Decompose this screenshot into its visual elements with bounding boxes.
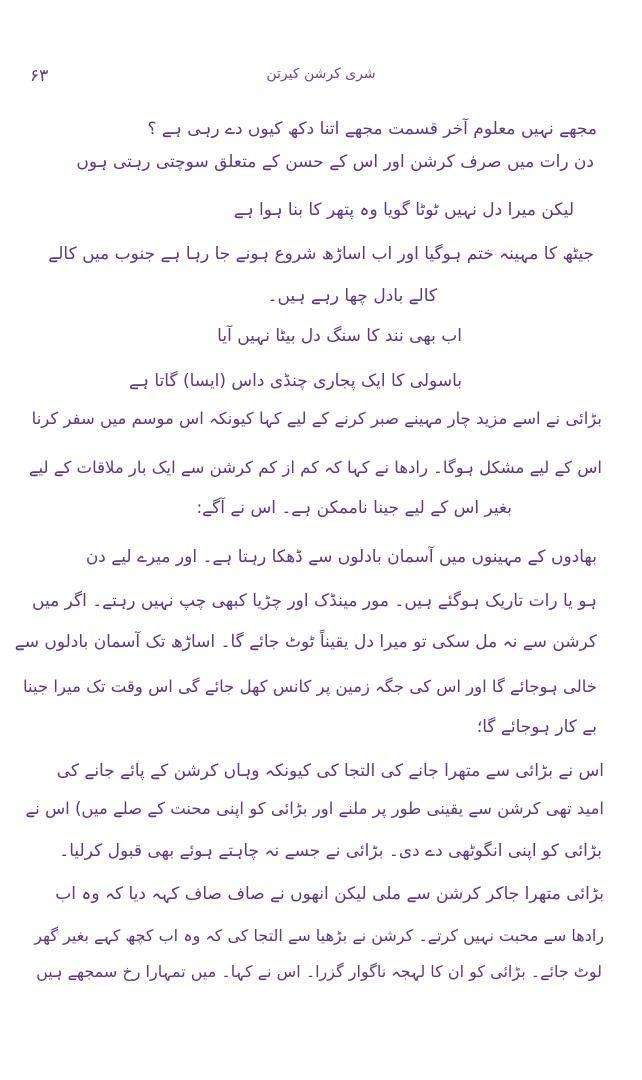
running-head: شری کرشن کیرتن <box>266 66 376 82</box>
text-line: اب بھی نند کا سنگ دل بیٹا نہیں آیا <box>217 326 462 346</box>
text-line: لوٹ جائے۔ بڑائی کو ان کا لہجہ ناگوار گزرا۔ اس نے کہا۔ میں تمہارا رخ سمجھے ہیں <box>36 962 602 981</box>
text-line: خالی ہوجائے گا اور اس کی جگہ زمین پر کانس کھل جائے گی اس وقت تک میرا جینا <box>22 677 597 696</box>
text-line: بھادوں کے مہینوں میں آسمان بادلوں سے ڈھکا رہتا ہے۔ اور میرے لیے دن <box>85 547 597 567</box>
page-number: ۶۳ <box>30 66 49 86</box>
text-line: امید تھی کرشن سے یقینی طور پر ملنے اور بڑائی کو اپنی محنت کے صلے میں) اس نے <box>25 799 604 818</box>
text-line: بڑائی نے اسے مزید چار مہینے صبر کرنے کے لیے کہا کیونکہ اس موسم میں سفر کرنا <box>31 409 602 428</box>
text-line: جیٹھ کا مہینہ ختم ہوگیا اور اب اساڑھ شروع ہونے جا رہا ہے جنوب میں کالے <box>48 244 594 264</box>
text-line: باسولی کا ایک پجاری چنڈی داس (ایسا) گاتا ہے <box>129 371 462 391</box>
text-line: کرشن سے نہ مل سکی تو میرا دل یقیناً ٹوٹ جائے گا۔ اساڑھ تک آسمان بادلوں سے <box>14 632 597 652</box>
text-line: کالے بادل چھا رہے ہیں۔ <box>267 286 437 306</box>
text-line: اس نے بڑائی سے متھرا جانے کی التجا کی کیونکہ وہاں کرشن کے پائے جانے کی <box>56 761 604 781</box>
text-line: دن رات میں صرف کرشن اور اس کے حسن کے متعلق سوچتی رہتی ہوں <box>76 152 594 172</box>
text-line: بڑائی متھرا جاکر کرشن سے ملی لیکن انھوں نے صاف صاف کہہ دیا کہ وہ اب <box>55 884 604 904</box>
text-line: مجھے نہیں معلوم آخر قسمت مجھے اتنا دکھ کیوں دے رہی ہے ؟ <box>147 119 597 139</box>
text-line: ہو یا رات تاریک ہوگئے ہیں۔ مور مینڈک اور چڑیا کبھی چپ نہیں رہتے۔ اگر میں <box>32 591 597 611</box>
text-line: لیکن میرا دل نہیں ٹوٹا گویا وہ پتھر کا بنا ہوا ہے <box>233 200 574 220</box>
text-line: بے کار ہوجائے گا؛ <box>476 717 597 737</box>
text-line: رادھا سے محبت نہیں کرتے۔ کرشن نے بڑھیا سے التجا کی کہ وہ اب کچھ کہے بغیر گھر <box>34 926 604 945</box>
text-line: بغیر اس کے لیے جینا ناممکن ہے۔ اس نے آگے: <box>196 498 512 518</box>
text-line: اس کے لیے مشکل ہوگا۔ رادھا نے کہا کہ کم از کم کرشن سے ایک بار ملاقات کے لیے <box>28 458 602 477</box>
text-line: بڑائی کو اپنی انگوٹھی دے دی۔ بڑائی نے جسے نہ چاہتے ہوئے بھی قبول کرلیا۔ <box>59 841 602 861</box>
